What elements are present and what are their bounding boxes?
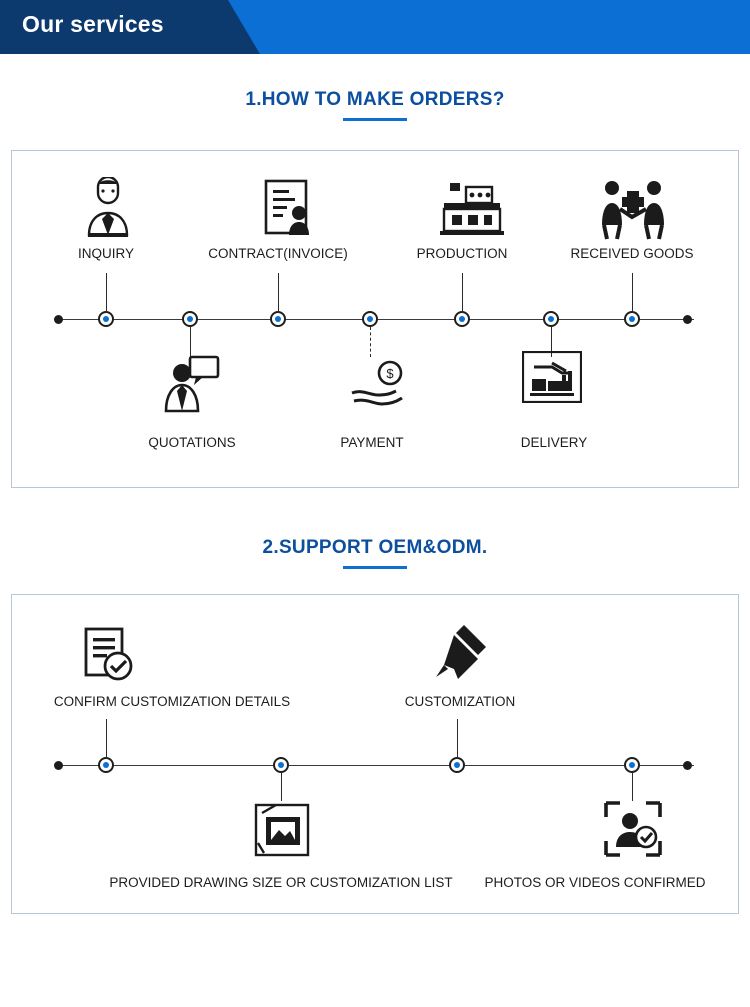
section-2-title: 2.SUPPORT OEM&ODM. [262,537,488,558]
timeline-end-dot-2 [683,761,692,770]
timeline-node-1-1 [98,311,114,327]
step-label-1-2: CONTRACT(INVOICE) [208,246,348,261]
timeline-node-1-2 [182,311,198,327]
stem-up-2-1 [106,719,107,759]
timeline-node-2-3 [449,757,465,773]
drawing-frame-icon [254,803,310,857]
step-label-1-5: QUOTATIONS [148,435,236,450]
timeline-node-1-5 [454,311,470,327]
step-label-2-1: CONFIRM CUSTOMIZATION DETAILS [53,694,291,709]
step-label-2-4: PHOTOS OR VIDEOS CONFIRMED [484,875,706,890]
stem-up-1-1 [106,273,107,313]
stem-up-2-2 [457,719,458,759]
page-banner [0,0,750,54]
stem-up-1-2 [278,273,279,313]
document-check-icon [80,627,138,685]
svg-text:$: $ [386,366,394,381]
step-label-1-4: RECEIVED GOODS [570,246,694,261]
person-tie-icon [80,177,136,243]
factory-machine-icon [436,181,506,241]
timeline-start-dot-2 [54,761,63,770]
section-2-panel [11,594,739,914]
portrait-check-icon [604,801,662,857]
section-1-panel [11,150,739,488]
step-label-2-2: CUSTOMIZATION [404,694,516,709]
step-label-1-3: PRODUCTION [416,246,508,261]
timeline-axis-2 [58,765,694,766]
stem-down-2-1 [281,773,282,801]
timeline-node-1-4 [362,311,378,327]
person-speech-bubble-icon [162,353,222,415]
section-1-title: 1.HOW TO MAKE ORDERS? [245,89,505,110]
step-label-2-3: PROVIDED DRAWING SIZE OR CUSTOMIZATION LIST [109,875,453,890]
timeline-node-2-4 [624,757,640,773]
section-2-title-underline [343,566,407,569]
timeline-end-dot-1 [683,315,692,324]
timeline-node-2-1 [98,757,114,773]
section-1-title-underline [343,118,407,121]
pencil-ruler-icon [430,623,490,683]
stem-down-1-2 [370,327,371,357]
step-label-1-7: DELIVERY [520,435,588,450]
hand-money-icon [350,359,412,411]
step-label-1-1: INQUIRY [77,246,134,261]
timeline-start-dot-1 [54,315,63,324]
people-handshake-icon [600,179,666,241]
document-person-icon [258,177,316,243]
stem-up-1-3 [462,273,463,313]
timeline-node-1-3 [270,311,286,327]
page-title: Our services [22,11,164,37]
stem-down-2-2 [632,773,633,801]
timeline-node-1-6 [543,311,559,327]
timeline-node-1-7 [624,311,640,327]
truck-ship-delivery-icon [522,351,582,403]
timeline-node-2-2 [273,757,289,773]
stem-up-1-4 [632,273,633,313]
step-label-1-6: PAYMENT [340,435,404,450]
